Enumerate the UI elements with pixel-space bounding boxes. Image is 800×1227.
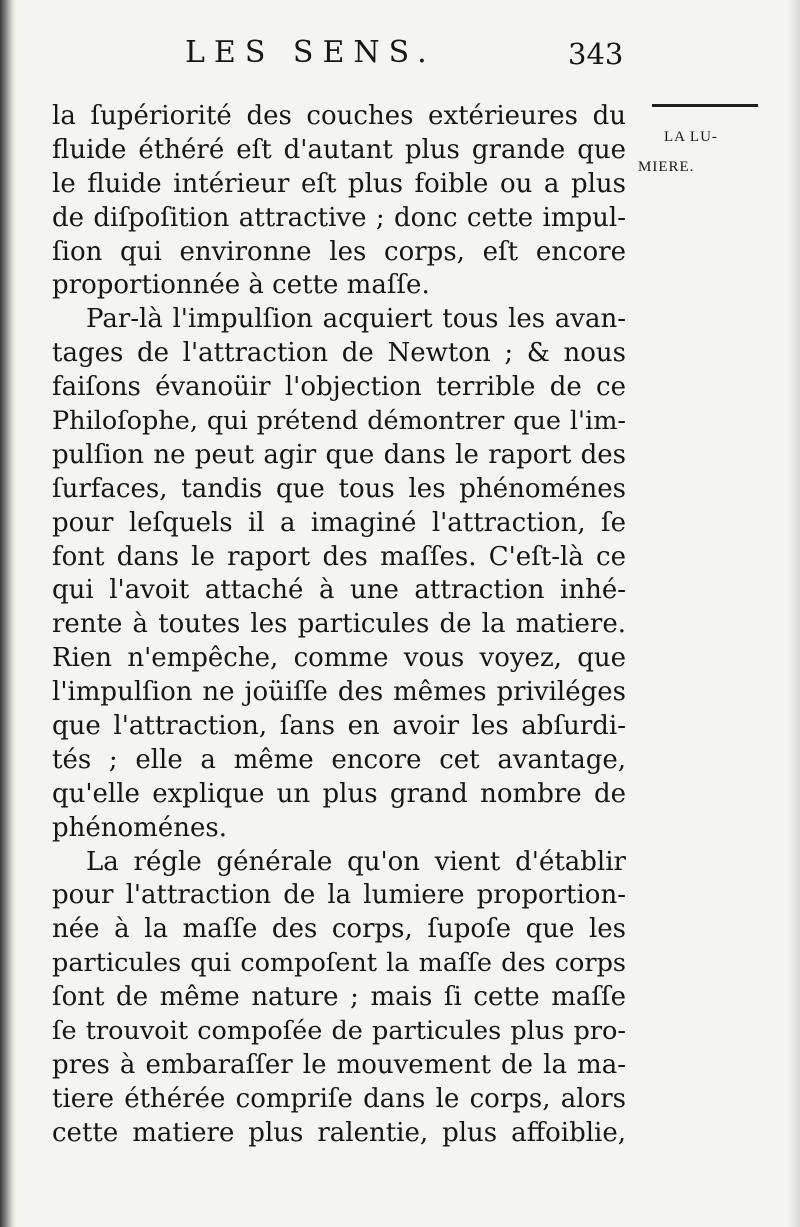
text-line: La régle générale qu'on vient d'établir bbox=[86, 846, 626, 877]
text-line: phénoménes. bbox=[52, 812, 227, 843]
text-line: particules qui compoſent la maſſe des corps bbox=[52, 948, 626, 979]
margin-note-line: MIERE. bbox=[638, 159, 695, 175]
text-line: ſion qui environne les corps, eſt encore bbox=[52, 236, 626, 267]
text-line: ſont de même nature ; mais ſi cette maſſe bbox=[52, 982, 626, 1013]
page-edge bbox=[788, 0, 800, 1227]
text-line: la ſupériorité des couches extérieures du bbox=[52, 101, 626, 131]
text-line: qu'elle explique un plus grand nombre de bbox=[52, 778, 626, 809]
margin-note-line: LA LU- bbox=[664, 129, 718, 145]
text-line: pour leſquels il a imaginé l'attraction, ſe bbox=[52, 507, 626, 538]
text-line: qui l'avoit attaché à une attraction inhé- bbox=[52, 575, 626, 606]
text-line: tages de l'attraction de Newton ; & nous bbox=[52, 338, 626, 369]
text-line: proportionnée à cette maſſe. bbox=[52, 270, 430, 301]
text-line: tés ; elle a même encore cet avantage, bbox=[52, 744, 626, 775]
text-line: Rien n'empêche, comme vous voyez, que bbox=[52, 643, 626, 674]
text-line: pulſion ne peut agir que dans le raport des bbox=[52, 439, 626, 470]
text-line: ſurfaces, tandis que tous les phénoménes bbox=[52, 473, 626, 504]
page-gutter-shadow bbox=[0, 0, 16, 1227]
running-head: LES SENS. bbox=[185, 35, 436, 70]
text-line: Philoſophe, qui prétend démontrer que l'im- bbox=[52, 406, 626, 437]
margin-rule bbox=[652, 104, 758, 107]
text-line: rente à toutes les particules de la matiere. bbox=[52, 609, 626, 640]
page-number: 343 bbox=[568, 37, 624, 71]
text-line: de diſpoſition attractive ; donc cette impul- bbox=[52, 202, 626, 233]
text-line: Par-là l'impulſion acquiert tous les avan- bbox=[86, 304, 626, 335]
text-line: tiere éthérée compriſe dans le corps, alors bbox=[52, 1083, 626, 1114]
text-line: cette matiere plus ralentie, plus affoiblie, bbox=[52, 1117, 626, 1148]
text-line: pres à embaraſſer le mouvement de la ma- bbox=[52, 1049, 626, 1080]
text-line: que l'attraction, ſans en avoir les abſurdi- bbox=[52, 711, 626, 742]
text-line: font dans le raport des maſſes. C'eſt-là ce bbox=[52, 541, 626, 572]
text-line: le fluide intérieur eſt plus foible ou a plus bbox=[52, 168, 626, 199]
text-line: faiſons évanoüir l'objection terrible de ce bbox=[52, 372, 626, 403]
margin-note bbox=[638, 122, 768, 182]
text-line: l'impulſion ne joüiſſe des mêmes priviléges bbox=[52, 677, 626, 708]
text-line: pour l'attraction de la lumiere proportion- bbox=[52, 880, 626, 911]
body-text bbox=[52, 100, 626, 1151]
text-line: née à la maſſe des corps, ſupoſe que les bbox=[52, 914, 626, 945]
text-line: fluide éthéré eſt d'autant plus grande que bbox=[52, 134, 626, 165]
text-line: ſe trouvoit compoſée de particules plus pro- bbox=[52, 1016, 626, 1047]
